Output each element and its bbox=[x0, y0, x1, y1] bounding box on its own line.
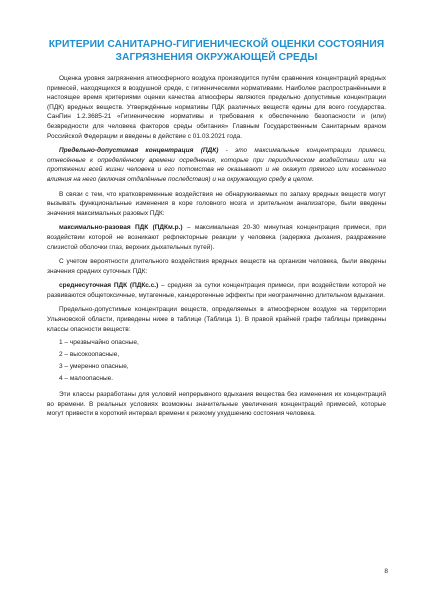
paragraph-daily-average bbox=[47, 281, 386, 300]
max-single-text: – максимальная 20-30 минутная концентрация примеси, при воздействии которой не возникают рефлекторные реакции у человека (задержка дыхания, раздражение слизистой оболочки глаз, верхних дыхательных путей). bbox=[47, 224, 386, 251]
title-line-2: ЗАГРЯЗНЕНИЯ ОКРУЖАЮЩЕЙ СРЕДЫ bbox=[115, 52, 318, 63]
hazard-class-list bbox=[47, 337, 386, 385]
title-line-1: КРИТЕРИИ САНИТАРНО-ГИГИЕНИЧЕСКОЙ ОЦЕНКИ СОСТОЯНИЯ bbox=[48, 39, 385, 50]
daily-average-text: – средняя за сутки концентрация примеси, при воздействии которой не развиваются общетоксичные, мутагенные, канцерогенные эффекты при неограниченно длительном вдыхании. bbox=[47, 282, 386, 299]
page-title bbox=[47, 38, 386, 64]
pdk-term: Предельно-допустимая концентрация (ПДК) bbox=[59, 147, 219, 155]
daily-average-term: среднесуточная ПДК (ПДКс.с.) bbox=[59, 282, 159, 290]
page-number: 8 bbox=[384, 568, 388, 575]
paragraph-table-reference: Предельно-допустимые концентрации веществ, определяемых в атмосферном воздухе на территории Ульяновской области, приведены ниже в таблице (Таблица 1). В правой крайней графе таблицы приведены классы опасности веществ: bbox=[47, 306, 386, 333]
list-item: 4 – малоопасные. bbox=[59, 375, 114, 383]
paragraph-short-term: В связи с тем, что кратковременные воздействия не обнаруживаемых по запаху вредных веществ могут вызывать функциональные изменения в коре головного мозга и зрительном анализаторе, были введены значения максимальных разовых ПДК: bbox=[47, 190, 386, 217]
max-single-term: максимально-разовая ПДК (ПДКм.р.) bbox=[59, 224, 183, 232]
paragraph-long-term: С учетом вероятности длительного воздействия вредных веществ на организм человека, были введены значения средних суточных ПДК: bbox=[47, 258, 386, 275]
list-item: 2 – высокоопасные, bbox=[59, 351, 120, 359]
pdk-definition-text: - это максимальные концентрации примеси, отнесённые к определённому времени осреднения, которые при периодическом воздействии или на протяжении всей жизни человека и его потомства не оказывают и не окажут прямого или косвенного влияния на него (включая отдалённые последствия) и на окружающую среду в целом. bbox=[47, 147, 387, 183]
paragraph-pdk-definition bbox=[47, 146, 386, 184]
list-item: 1 – чрезвычайно опасные, bbox=[59, 339, 139, 347]
paragraph-max-single bbox=[47, 223, 386, 252]
paragraph-classes-note: Эти классы разработаны для условий непрерывного вдыхания вещества без изменения их концентраций во времени. В реальных условиях возможны значительные увеличения концентраций примесей, которые могут привести в короткий интервал времени к резкому ухудшению состояния человека. bbox=[47, 391, 386, 418]
paragraph-intro: Оценка уровня загрязнения атмосферного воздуха производится путём сравнения концентраций вредных примесей, находящихся в воздушной среде, с гигиеническими нормативами. Наиболее распространёнными в настоящее время критериями оценки качества атмосферы являются предельно допустимые концентрации (ПДК) вредных веществ. Утверждённые нормативы ПДК различных веществ едины для всего государства. СанПин 1.2.3685-21 «Гигиенические нормативы и требования к обеспечению безопасности и (или) безвредности для человека факторов среды обитания» Главным Государственным Санитарным врачом Российской Федерации и введены в действие с 01.03.2021 года. bbox=[47, 75, 386, 140]
list-item: 3 – умеренно опасные, bbox=[59, 363, 129, 371]
